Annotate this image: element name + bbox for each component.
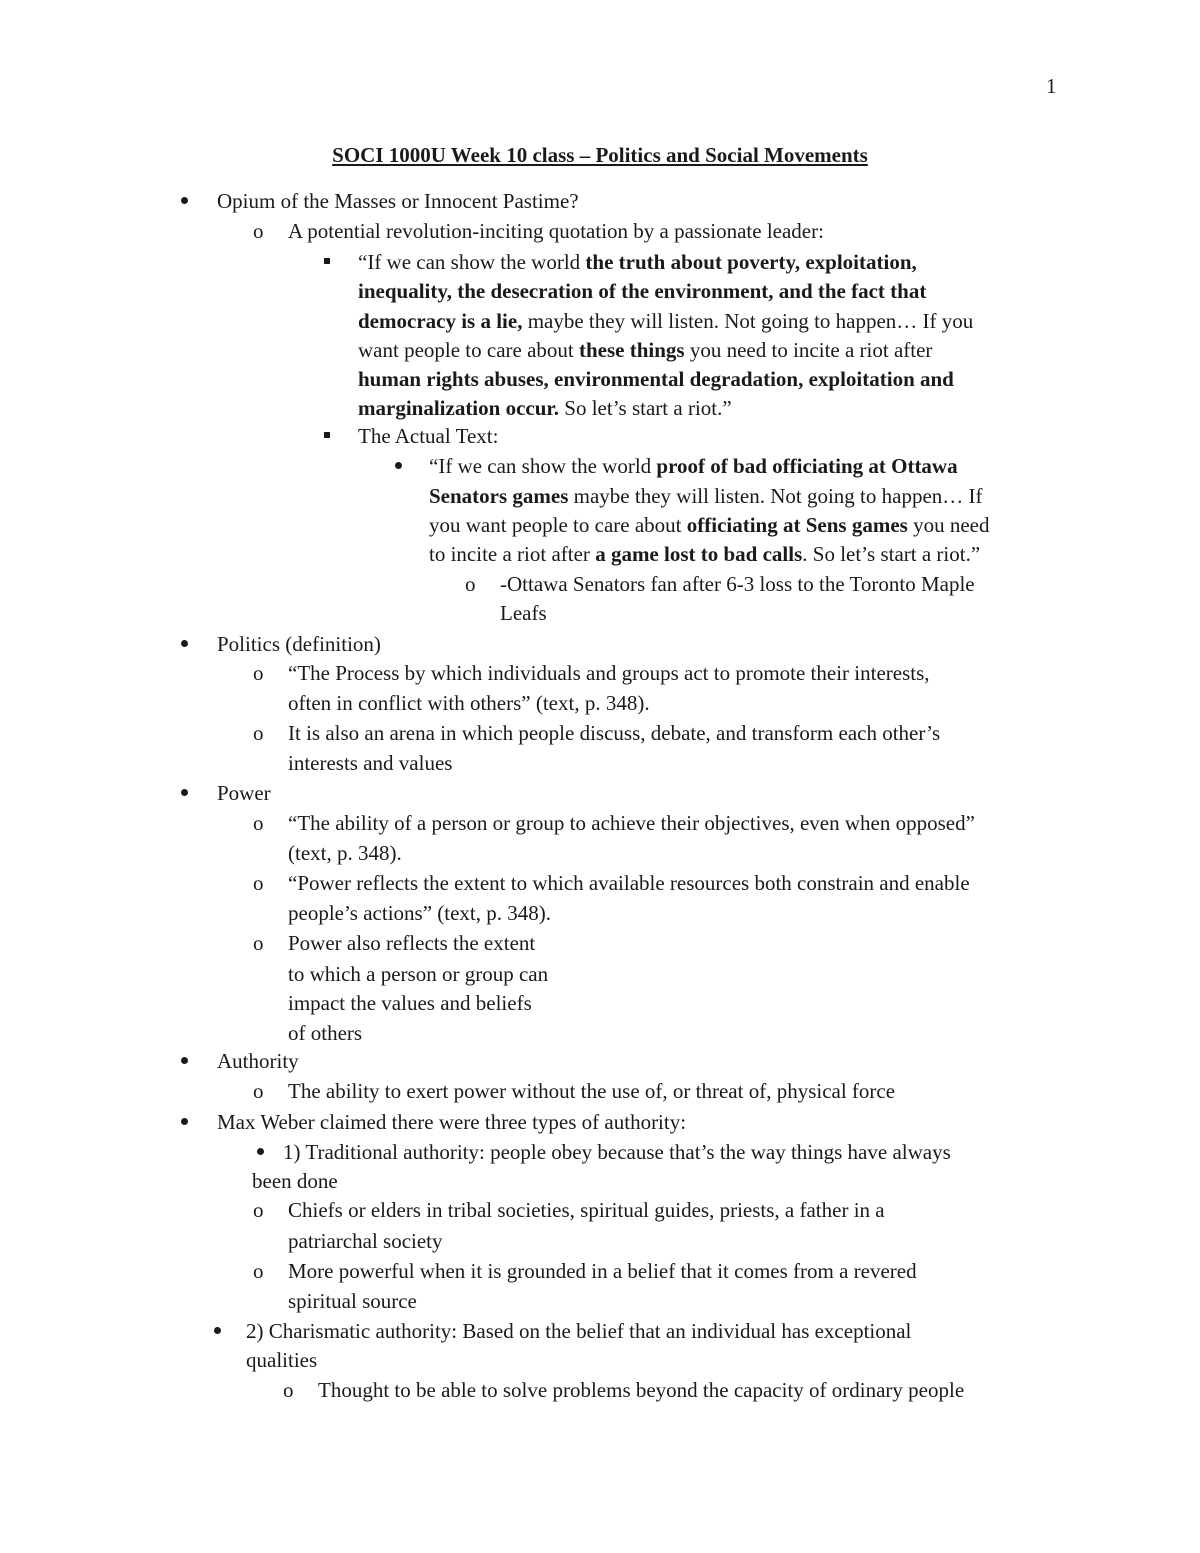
power-item-3: Power also reflects the extent xyxy=(288,931,536,955)
actual-line-1: “If we can show the world proof of bad officiating at Ottawa xyxy=(429,454,958,478)
quote-line-1: “If we can show the world the truth about poverty, exploitation, xyxy=(358,250,917,274)
power-item-2-cont: people’s actions” (text, p. 348). xyxy=(288,901,552,925)
traditional-item-1: Chiefs or elders in tribal societies, spiritual guides, priests, a father in a xyxy=(288,1198,885,1222)
bullet-disc-icon xyxy=(257,1148,264,1155)
politics-item-1: “The Process by which individuals and groups act to promote their interests, xyxy=(288,661,930,685)
actual-text-label: The Actual Text: xyxy=(358,424,499,448)
power-item-3-cont: to which a person or group can xyxy=(288,962,549,986)
charismatic-authority-cont: qualities xyxy=(246,1348,318,1372)
power-item-2: “Power reflects the extent to which available resources both constrain and enable xyxy=(288,871,970,895)
document-title: SOCI 1000U Week 10 class – Politics and Social Movements xyxy=(332,143,868,167)
bullet-circle-icon: o xyxy=(283,1378,294,1402)
actual-line-3: you want people to care about officiating at Sens games you need xyxy=(429,513,990,537)
power-item-3-cont: impact the values and beliefs xyxy=(288,991,532,1015)
bullet-disc-icon xyxy=(214,1327,221,1334)
bullet-circle-icon: o xyxy=(253,721,264,745)
section-heading-authority: Authority xyxy=(217,1049,299,1073)
bullet-circle-icon: o xyxy=(253,1259,264,1283)
traditional-item-2: More powerful when it is grounded in a belief that it comes from a revered xyxy=(288,1259,917,1283)
bullet-circle-icon: o xyxy=(465,572,476,596)
bullet-circle-icon: o xyxy=(253,811,264,835)
section-heading-opium: Opium of the Masses or Innocent Pastime? xyxy=(217,189,579,213)
bullet-disc-icon xyxy=(181,197,188,204)
section-heading-power: Power xyxy=(217,781,271,805)
politics-item-1-cont: often in conflict with others” (text, p. 348). xyxy=(288,691,650,715)
politics-item-2-cont: interests and values xyxy=(288,751,453,775)
bullet-disc-icon xyxy=(181,789,188,796)
opium-sub-item: A potential revolution-inciting quotation by a passionate leader: xyxy=(288,219,824,243)
bullet-circle-icon: o xyxy=(253,931,264,955)
bullet-disc-icon xyxy=(181,640,188,647)
bullet-square-icon xyxy=(324,432,330,438)
bullet-circle-icon: o xyxy=(253,1079,264,1103)
traditional-item-2-cont: spiritual source xyxy=(288,1289,417,1313)
politics-item-2: It is also an arena in which people discuss, debate, and transform each other’s xyxy=(288,721,941,745)
charismatic-authority: 2) Charismatic authority: Based on the belief that an individual has exceptional xyxy=(246,1319,912,1343)
page-number: 1 xyxy=(1046,74,1057,98)
traditional-authority-cont: been done xyxy=(252,1169,338,1193)
quote-line-6: marginalization occur. So let’s start a riot.” xyxy=(358,396,732,420)
bullet-disc-icon xyxy=(181,1118,188,1125)
section-heading-politics: Politics (definition) xyxy=(217,632,381,656)
traditional-authority: 1) Traditional authority: people obey because that’s the way things have always xyxy=(283,1140,951,1164)
quote-line-2: inequality, the desecration of the environment, and the fact that xyxy=(358,279,927,303)
power-item-3-cont: of others xyxy=(288,1021,363,1045)
attribution-line-2: Leafs xyxy=(500,601,547,625)
quote-line-4: want people to care about these things you need to incite a riot after xyxy=(358,338,933,362)
power-item-1: “The ability of a person or group to achieve their objectives, even when opposed” xyxy=(288,811,975,835)
power-item-1-cont: (text, p. 348). xyxy=(288,841,402,865)
traditional-item-1-cont: patriarchal society xyxy=(288,1229,443,1253)
bullet-circle-icon: o xyxy=(253,871,264,895)
authority-item-1: The ability to exert power without the use of, or threat of, physical force xyxy=(288,1079,896,1103)
bullet-disc-icon xyxy=(181,1057,188,1064)
bullet-circle-icon: o xyxy=(253,219,264,243)
quote-line-5: human rights abuses, environmental degradation, exploitation and xyxy=(358,367,954,391)
section-heading-weber: Max Weber claimed there were three types of authority: xyxy=(217,1110,687,1134)
charismatic-item-1: Thought to be able to solve problems beyond the capacity of ordinary people xyxy=(318,1378,965,1402)
bullet-disc-icon xyxy=(395,462,402,469)
bullet-circle-icon: o xyxy=(253,661,264,685)
actual-line-2: Senators games maybe they will listen. Not going to happen… If xyxy=(429,484,983,508)
bullet-square-icon xyxy=(324,258,330,264)
actual-line-4: to incite a riot after a game lost to bad calls. So let’s start a riot.” xyxy=(429,542,981,566)
quote-line-3: democracy is a lie, maybe they will listen. Not going to happen… If you xyxy=(358,309,974,333)
bullet-circle-icon: o xyxy=(253,1198,264,1222)
attribution-line-1: -Ottawa Senators fan after 6-3 loss to the Toronto Maple xyxy=(500,572,975,596)
